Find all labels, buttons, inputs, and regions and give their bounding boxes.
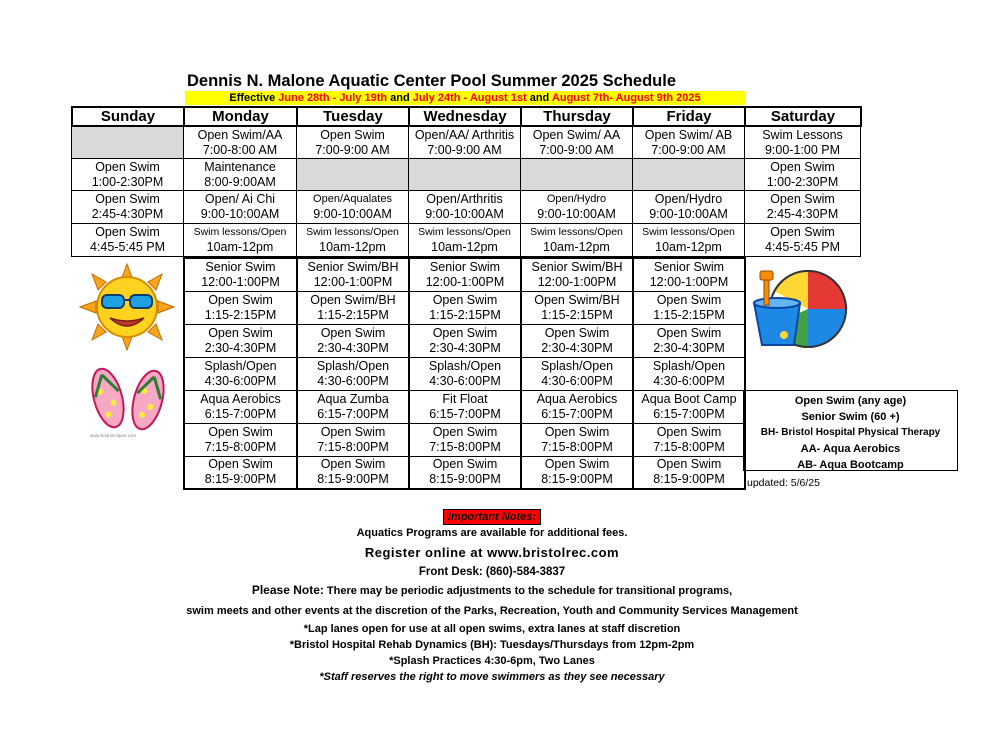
schedule-cell: Open Swim 2:30-4:30PM xyxy=(633,324,745,357)
note-register: Register online at www.bristolrec.com xyxy=(364,545,620,560)
schedule-cell: Open Swim 1:00-2:30PM xyxy=(72,159,184,191)
schedule-cell: Open Swim/ AB 7:00-9:00 AM xyxy=(633,127,745,159)
schedule-cell: Open/Aqualates 9:00-10:00AM xyxy=(297,191,409,224)
schedule-cell: Fit Float 6:15-7:00PM xyxy=(409,390,521,423)
schedule-cell: Aqua Aerobics 6:15-7:00PM xyxy=(184,390,297,423)
schedule-cell: Open Swim 2:45-4:30PM xyxy=(745,191,861,224)
legend-box xyxy=(743,390,958,471)
schedule-cell: Open Swim 2:30-4:30PM xyxy=(521,324,633,357)
schedule-cell: Open Swim 2:45-4:30PM xyxy=(72,191,184,224)
schedule-cell: Open/Hydro 9:00-10:00AM xyxy=(521,191,633,224)
schedule-cell: Senior Swim 12:00-1:00PM xyxy=(184,258,297,291)
schedule-cell: Open Swim 7:15-8:00PM xyxy=(521,423,633,456)
notes-section xyxy=(0,508,984,685)
schedule-cell: Open/Hydro 9:00-10:00AM xyxy=(633,191,745,224)
schedule-row xyxy=(184,291,745,324)
note-please-2: swim meets and other events at the discretion of the Parks, Recreation, Youth and Community Services Management xyxy=(186,605,798,617)
schedule-cell: Open Swim 2:30-4:30PM xyxy=(184,324,297,357)
schedule-morning-table xyxy=(71,126,861,257)
schedule-cell: Swim Lessons 9:00-1:00 PM xyxy=(745,127,861,159)
note-staff: *Staff reserves the right to move swimmers as they see necessary xyxy=(319,671,665,683)
effective-prefix: Effective xyxy=(229,92,279,104)
schedule-row xyxy=(184,390,745,423)
note-lap-lanes: *Lap lanes open for use at all open swims, extra lanes at staff discretion xyxy=(303,623,681,635)
schedule-cell: Splash/Open 4:30-6:00PM xyxy=(297,357,409,390)
schedule-cell: Splash/Open 4:30-6:00PM xyxy=(521,357,633,390)
schedule-header-table xyxy=(71,106,862,127)
schedule-cell: Open Swim 1:00-2:30PM xyxy=(745,159,861,191)
legend-item: AA- Aqua Aerobics xyxy=(800,443,901,455)
schedule-cell: Open Swim/ AA 7:00-9:00 AM xyxy=(521,127,633,159)
and-text-2: and xyxy=(526,92,552,104)
schedule-cell: Open Swim 7:00-9:00 AM xyxy=(297,127,409,159)
schedule-cell: Open Swim/AA 7:00-8:00 AM xyxy=(184,127,297,159)
day-header-tuesday: Tuesday xyxy=(297,107,409,126)
day-header-row xyxy=(72,107,861,126)
schedule-cell: Open Swim 4:45-5:45 PM xyxy=(72,224,184,257)
schedule-cell-empty xyxy=(297,159,409,191)
schedule-cell: Splash/Open 4:30-6:00PM xyxy=(184,357,297,390)
schedule-cell: Open Swim 1:15-2:15PM xyxy=(184,291,297,324)
schedule-cell: Swim lessons/Open 10am-12pm xyxy=(184,224,297,257)
day-header-thursday: Thursday xyxy=(521,107,633,126)
schedule-cell: Senior Swim 12:00-1:00PM xyxy=(409,258,521,291)
schedule-row xyxy=(72,127,861,159)
schedule-cell: Aqua Boot Camp 6:15-7:00PM xyxy=(633,390,745,423)
schedule-cell: Swim lessons/Open 10am-12pm xyxy=(521,224,633,257)
schedule-cell: Open Swim 7:15-8:00PM xyxy=(633,423,745,456)
schedule-cell: Open/ Ai Chi 9:00-10:00AM xyxy=(184,191,297,224)
legend-item: AB- Aqua Bootcamp xyxy=(797,459,904,471)
schedule-row xyxy=(72,224,861,257)
schedule-cell: Open Swim 8:15-9:00PM xyxy=(297,456,409,489)
day-header-wednesday: Wednesday xyxy=(409,107,521,126)
schedule-cell: Open Swim 8:15-9:00PM xyxy=(184,456,297,489)
day-header-monday: Monday xyxy=(184,107,297,126)
schedule-cell-empty xyxy=(633,159,745,191)
legend-item: Senior Swim (60 +) xyxy=(801,411,900,423)
date-range-3: August 7th- August 9th 2025 xyxy=(551,92,701,104)
schedule-cell: Open Swim 7:15-8:00PM xyxy=(409,423,521,456)
schedule-row xyxy=(184,456,745,489)
schedule-weekday-table xyxy=(183,257,746,490)
please-note-label: Please Note: xyxy=(251,583,324,597)
schedule-cell: Open Swim 1:15-2:15PM xyxy=(633,291,745,324)
schedule-cell: Open Swim/BH 1:15-2:15PM xyxy=(521,291,633,324)
day-header-saturday: Saturday xyxy=(745,107,861,126)
note-bristol-hospital: *Bristol Hospital Rehab Dynamics (BH): Tuesdays/Thursdays from 12pm-2pm xyxy=(289,639,695,651)
schedule-cell-empty xyxy=(409,159,521,191)
schedule-cell: Open Swim 8:15-9:00PM xyxy=(521,456,633,489)
note-splash: *Splash Practices 4:30-6pm, Two Lanes xyxy=(389,655,595,667)
schedule-cell: Open Swim 2:30-4:30PM xyxy=(297,324,409,357)
schedule-cell: Open Swim 7:15-8:00PM xyxy=(184,423,297,456)
updated-date: updated: 5/6/25 xyxy=(747,477,820,489)
schedule-cell: Open Swim 2:30-4:30PM xyxy=(409,324,521,357)
schedule-cell: Senior Swim/BH 12:00-1:00PM xyxy=(297,258,409,291)
schedule-cell: Splash/Open 4:30-6:00PM xyxy=(633,357,745,390)
important-notes-heading: Important Notes: xyxy=(443,509,541,525)
date-range-2: July 24th - August 1st xyxy=(412,92,527,104)
schedule-cell: Senior Swim/BH 12:00-1:00PM xyxy=(521,258,633,291)
clipart-credit: www.hoarseclipart.com xyxy=(90,433,137,438)
page-title: Dennis N. Malone Aquatic Center Pool Summer 2025 Schedule xyxy=(187,72,677,90)
and-text-1: and xyxy=(387,92,413,104)
schedule-cell: Aqua Zumba 6:15-7:00PM xyxy=(297,390,409,423)
schedule-cell: Senior Swim 12:00-1:00PM xyxy=(633,258,745,291)
schedule-row xyxy=(72,159,861,191)
legend-item: Open Swim (any age) xyxy=(794,395,907,407)
schedule-cell: Open Swim 7:15-8:00PM xyxy=(297,423,409,456)
note-front-desk: Front Desk: (860)-584-3837 xyxy=(418,566,566,578)
schedule-cell: Open Swim 8:15-9:00PM xyxy=(409,456,521,489)
schedule-cell: Open Swim 1:15-2:15PM xyxy=(409,291,521,324)
schedule-cell: Swim lessons/Open 10am-12pm xyxy=(633,224,745,257)
note-please xyxy=(0,581,984,601)
schedule-row xyxy=(184,258,745,291)
schedule-row xyxy=(184,423,745,456)
schedule-cell: Swim lessons/Open 10am-12pm xyxy=(409,224,521,257)
please-note-text: There may be periodic adjustments to the schedule for transitional programs, xyxy=(323,585,733,597)
schedule-cell: Maintenance 8:00-9:00AM xyxy=(184,159,297,191)
day-header-sunday: Sunday xyxy=(72,107,184,126)
legend-item: BH- Bristol Hospital Physical Therapy xyxy=(760,427,941,438)
schedule-cell-empty xyxy=(72,127,184,159)
schedule-row xyxy=(72,191,861,224)
schedule-cell: Splash/Open 4:30-6:00PM xyxy=(409,357,521,390)
schedule-row xyxy=(184,357,745,390)
schedule-cell: Aqua Aerobics 6:15-7:00PM xyxy=(521,390,633,423)
schedule-cell: Open/Arthritis 9:00-10:00AM xyxy=(409,191,521,224)
day-header-friday: Friday xyxy=(633,107,745,126)
schedule-row xyxy=(184,324,745,357)
sun-sunglasses-icon xyxy=(78,262,176,352)
schedule-cell: Swim lessons/Open 10am-12pm xyxy=(297,224,409,257)
schedule-cell: Open Swim 4:45-5:45 PM xyxy=(745,224,861,257)
beach-ball-bucket-icon xyxy=(750,267,850,353)
schedule-cell-empty xyxy=(521,159,633,191)
flip-flops-icon xyxy=(86,360,172,436)
effective-dates-banner xyxy=(185,91,745,105)
note-fees: Aquatics Programs are available for additional fees. xyxy=(356,527,628,539)
schedule-cell: Open/AA/ Arthritis 7:00-9:00 AM xyxy=(409,127,521,159)
schedule-cell: Open Swim/BH 1:15-2:15PM xyxy=(297,291,409,324)
date-range-1: June 28th - July 19th xyxy=(278,92,388,104)
schedule-cell: Open Swim 8:15-9:00PM xyxy=(633,456,745,489)
